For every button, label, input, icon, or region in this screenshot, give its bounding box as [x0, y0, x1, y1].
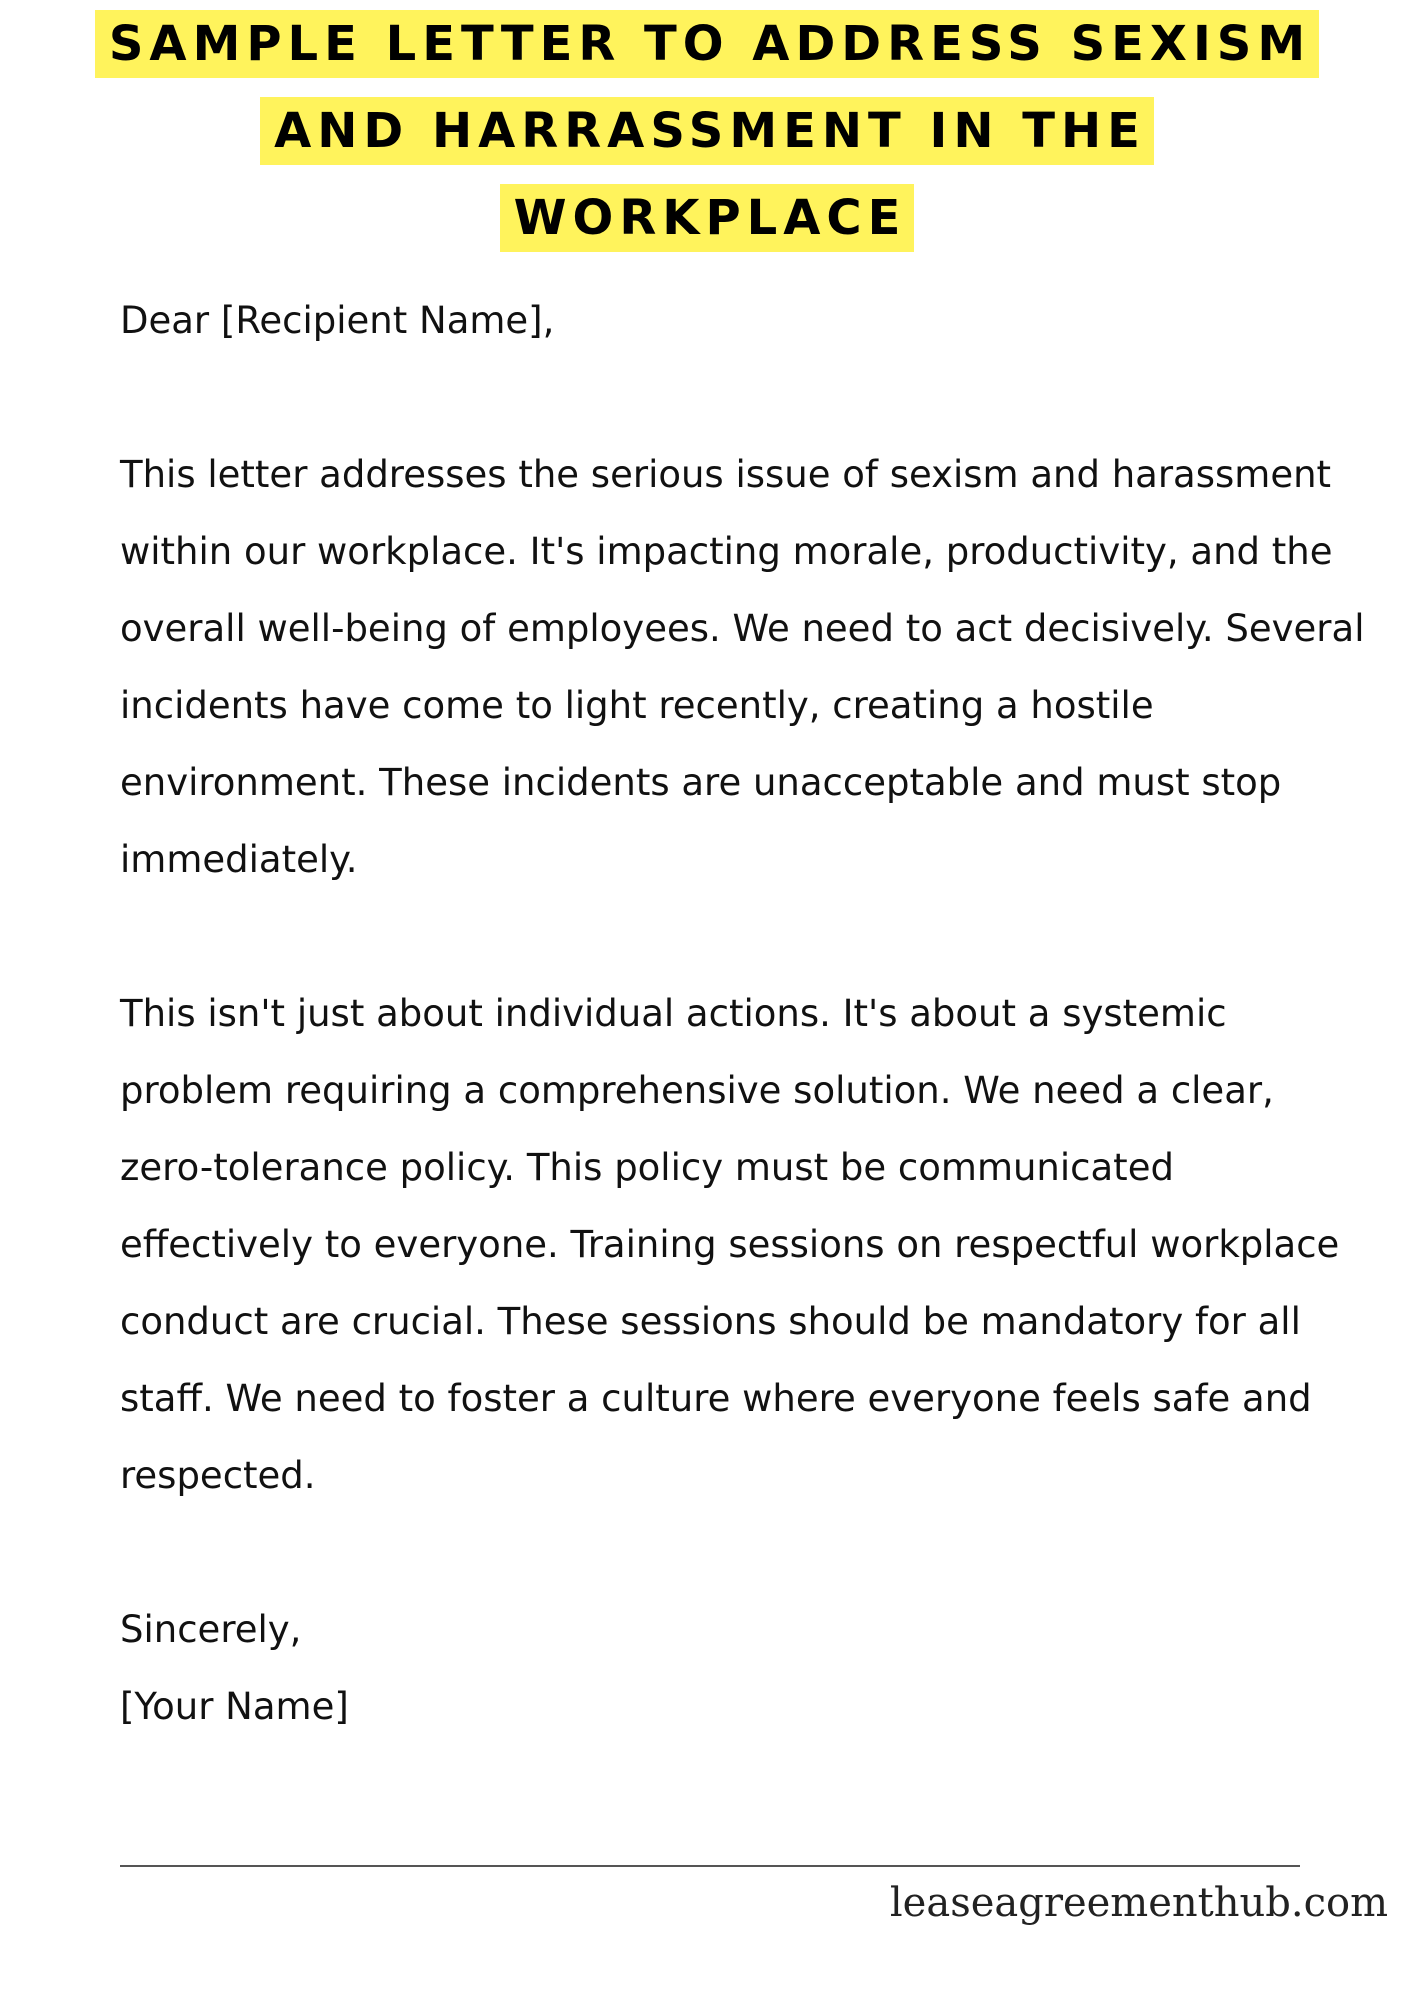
letter-body — [120, 282, 1370, 1745]
salutation: Dear [Recipient Name], — [120, 299, 555, 342]
paragraph-1: This letter addresses the serious issue of sexism and harassment within our workplace. It's impacting morale, productivity, and the overall well-being of employees. We need to act decisively. Several incidents have come to light recently, creating a hostile environment. These incidents are unacceptable and must stop immediately. — [120, 453, 1365, 881]
paragraph-gap — [120, 898, 1370, 975]
title-line-3 — [0, 180, 1414, 267]
page-title — [0, 6, 1414, 267]
closing: Sincerely, — [120, 1608, 302, 1651]
paragraph-gap — [120, 359, 1370, 436]
title-line-3-text: WORKPLACE — [500, 184, 915, 252]
title-line-1 — [0, 6, 1414, 93]
footer-divider — [120, 1865, 1300, 1867]
title-line-1-text: SAMPLE LETTER TO ADDRESS SEXISM — [95, 10, 1319, 78]
signature: [Your Name] — [120, 1685, 349, 1728]
title-line-2-text: AND HARRASSMENT IN THE — [260, 97, 1154, 165]
paragraph-2: This isn't just about individual actions. It's about a systemic problem requiring a comprehensive solution. We need a clear, zero-tolerance policy. This policy must be communicated effectively to everyone. Training sessions on respectful workplace conduct are crucial. These sessions should be mandatory for all staff. We need to foster a culture where everyone feels safe and respected. — [120, 992, 1340, 1497]
paragraph-gap — [120, 1514, 1370, 1591]
title-line-2 — [0, 93, 1414, 180]
footer-website: leaseagreementhub.com — [889, 1880, 1388, 1926]
